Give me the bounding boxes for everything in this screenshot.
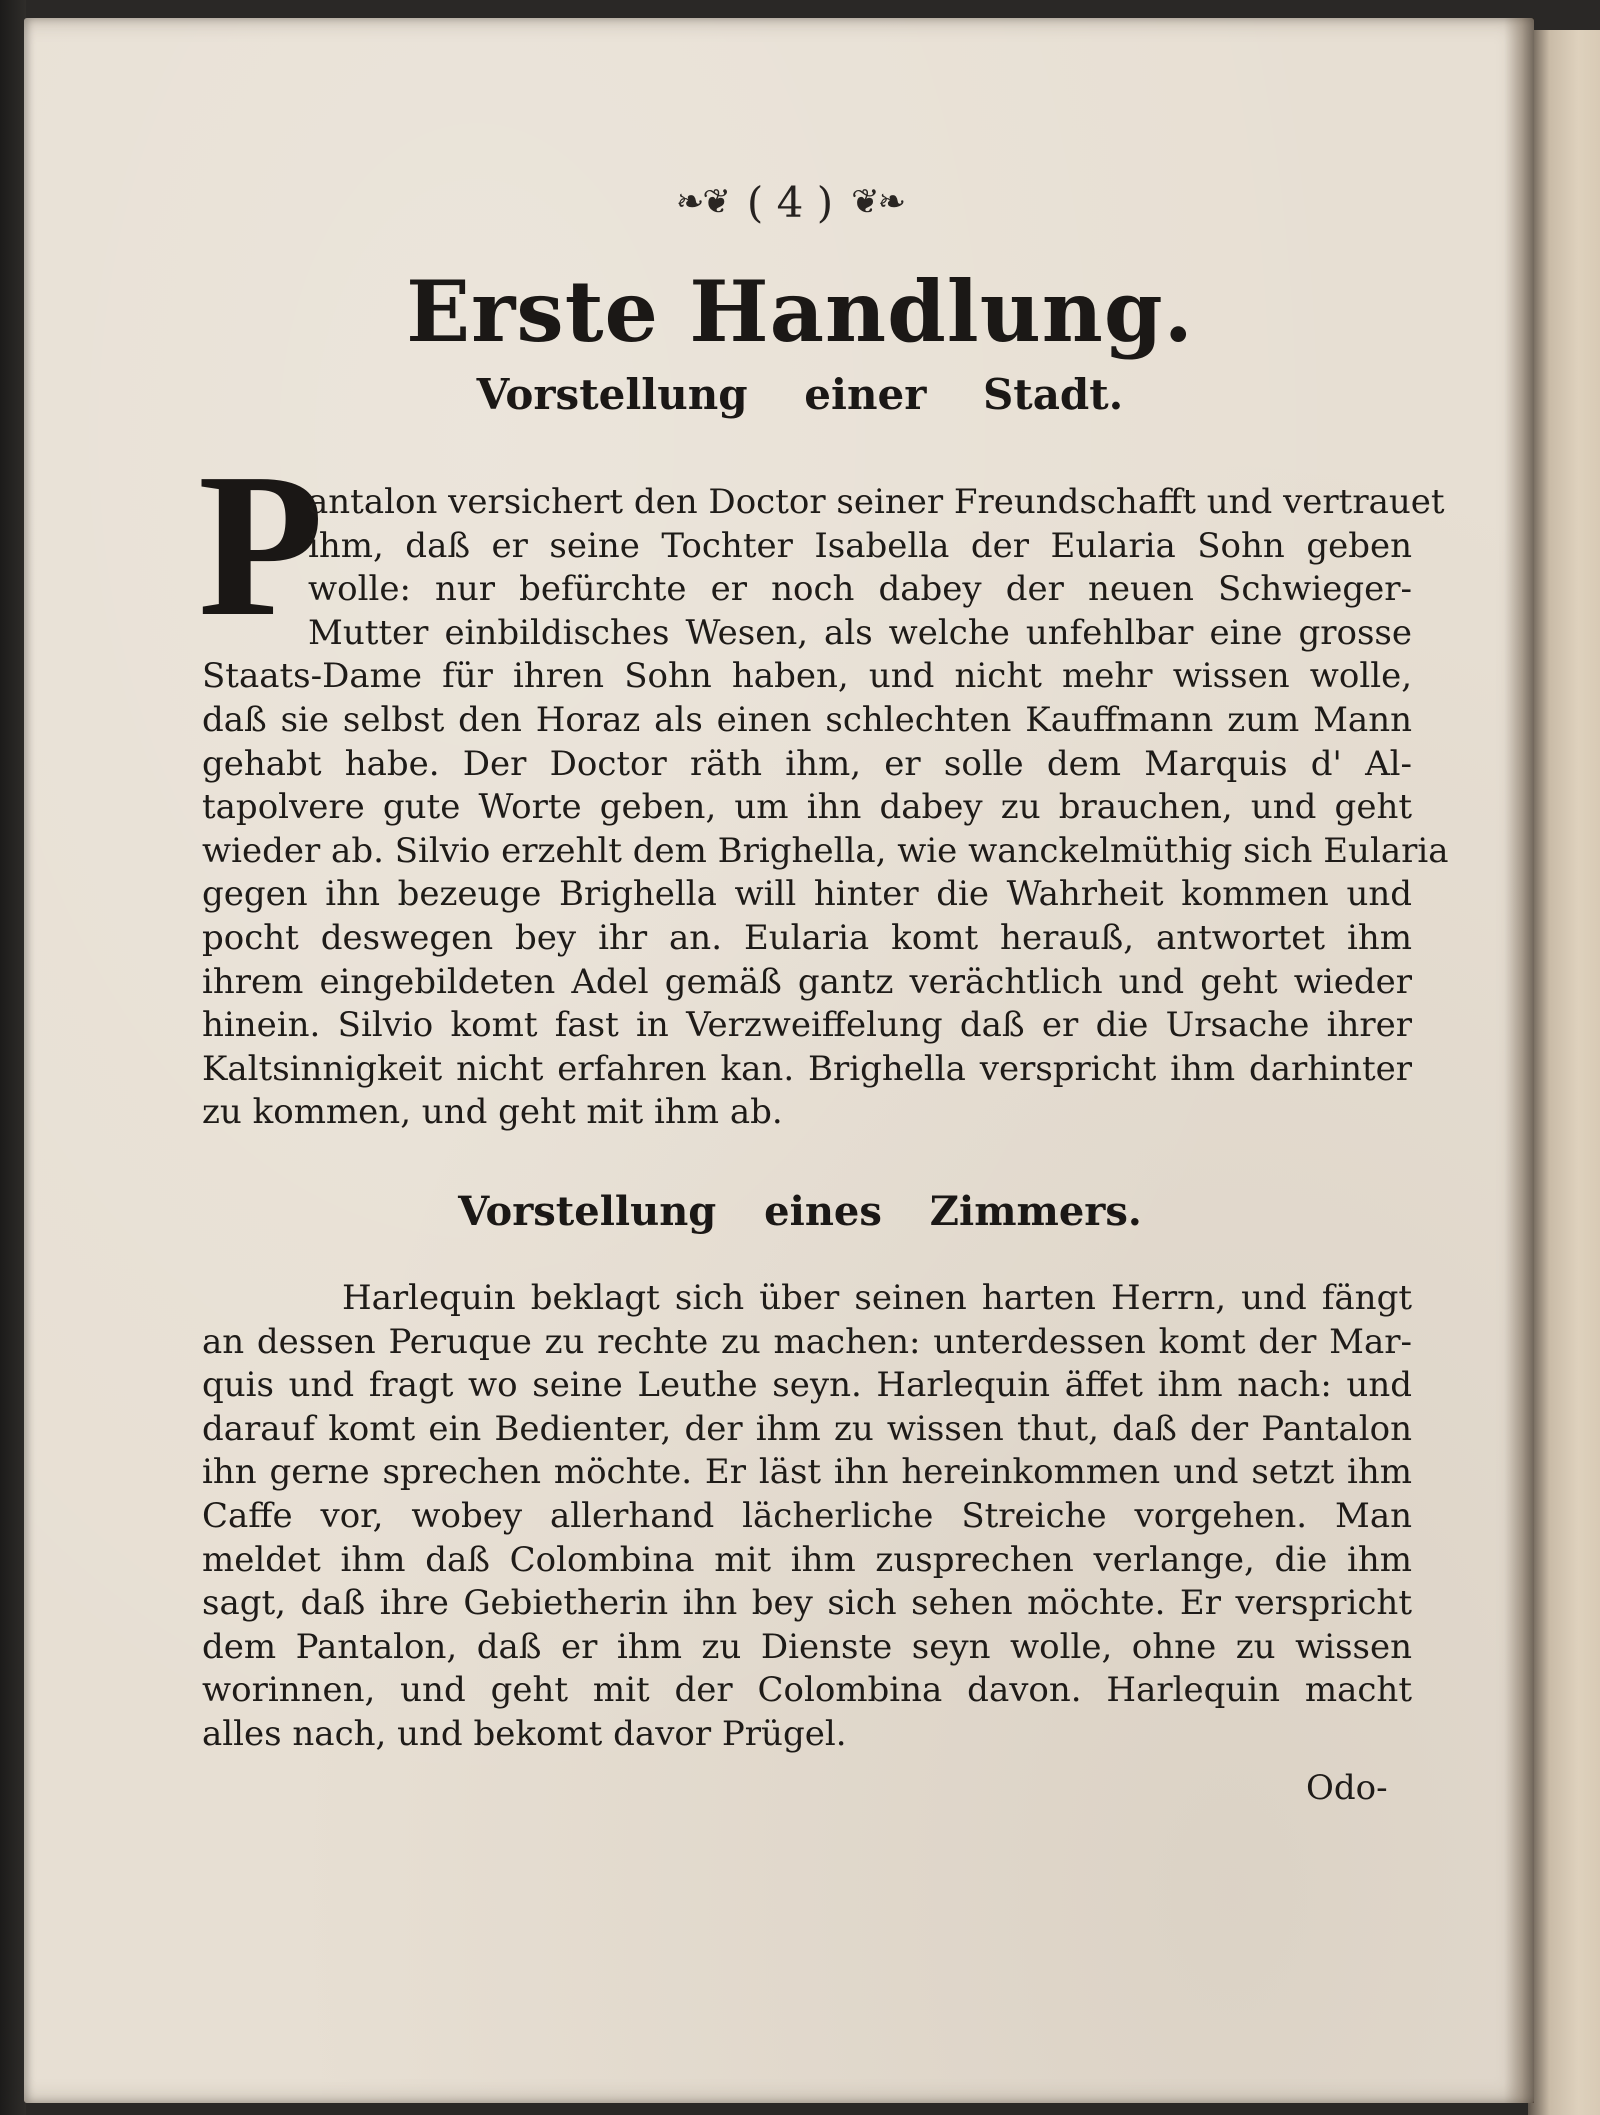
- text-line: ihn gerne sprechen möchte. Er läst ihn hereinkommen und setzt ihm: [202, 1452, 1412, 1493]
- text-line: antalon versichert den Doctor seiner Freundschafft und vertrauet: [308, 482, 1445, 522]
- text-line: daß sie selbst den Horaz als einen schlechten Kauffmann zum Mann: [202, 699, 1412, 740]
- catchword: Odo-: [1306, 1768, 1388, 1808]
- text-line: pocht deswegen bey ihr an. Eularia komt herauß, antwortet ihm: [202, 917, 1412, 958]
- act-title: Erste Handlung.: [406, 262, 1194, 361]
- section-heading: Vorstellung eines Zimmers.: [458, 1188, 1142, 1235]
- text-line: dem Pantalon, daß er ihm zu Dienste seyn wolle, ohne zu wissen: [202, 1626, 1412, 1667]
- text-line: darauf komt ein Bedienter, der ihm zu wissen thut, daß der Pantalon: [202, 1408, 1412, 1449]
- text-line: sagt, daß ihre Gebietherin ihn bey sich sehen möchte. Er verspricht: [202, 1583, 1412, 1624]
- running-head: [560, 172, 1020, 232]
- text-line: quis und fragt wo seine Leuthe seyn. Harlequin äffet ihm nach: und: [202, 1365, 1412, 1406]
- text-line: wolle: nur befürchte er noch dabey der neuen Schwieger-: [308, 569, 1412, 610]
- ornament-left-icon: ❧❦: [675, 182, 729, 222]
- text-line: gegen ihn bezeuge Brighella will hinter die Wahrheit kommen und: [202, 874, 1412, 915]
- text-line: Caffe vor, wobey allerhand lächerliche Streiche vorgehen. Man: [202, 1495, 1412, 1536]
- text-line: ihrem eingebildeten Adel gemäß gantz verächtlich und geht wieder: [202, 961, 1412, 1002]
- text-line: zu kommen, und geht mit ihm ab.: [202, 1092, 783, 1133]
- text-line: Staats-Dame für ihren Sohn haben, und nicht mehr wissen wolle,: [202, 656, 1412, 697]
- text-line: gehabt habe. Der Doctor räth ihm, er solle dem Marquis d' Al-: [202, 743, 1412, 784]
- ornament-right-icon: ❦❧: [851, 182, 905, 222]
- text-line: hinein. Silvio komt fast in Verzweiffelung daß er die Ursache ihrer: [202, 1005, 1412, 1046]
- scene-subtitle: Vorstellung einer Stadt.: [476, 370, 1124, 419]
- text-line: meldet ihm daß Colombina mit ihm zusprechen verlange, die ihm: [202, 1539, 1412, 1580]
- text-line: alles nach, und bekomt davor Prügel.: [202, 1713, 847, 1754]
- text-line: wieder ab. Silvio erzehlt dem Brighella, wie wanckelmüthig sich Eularia: [202, 830, 1449, 871]
- page-number: ( 4 ): [746, 177, 834, 227]
- text-line: Mutter einbildisches Wesen, als welche unfehlbar eine grosse: [308, 612, 1412, 653]
- text-line: worinnen, und geht mit der Colombina davon. Harlequin macht: [202, 1670, 1412, 1711]
- text-line: an dessen Peruque zu rechte zu machen: unterdessen komt der Mar-: [202, 1321, 1412, 1362]
- text-line: Harlequin beklagt sich über seinen harten Herrn, und fängt: [342, 1278, 1412, 1318]
- paragraph-2: [202, 1277, 1412, 1757]
- text-line: Kaltsinnigkeit nicht erfahren kan. Brighella verspricht ihm darhinter: [202, 1048, 1412, 1089]
- text-line: tapolvere gute Worte geben, um ihn dabey zu brauchen, und geht: [202, 787, 1412, 828]
- text-line: ihm, daß er seine Tochter Isabella der Eularia Sohn geben: [308, 525, 1412, 566]
- paragraph-1: [202, 481, 1449, 1135]
- drop-cap: P: [198, 430, 324, 659]
